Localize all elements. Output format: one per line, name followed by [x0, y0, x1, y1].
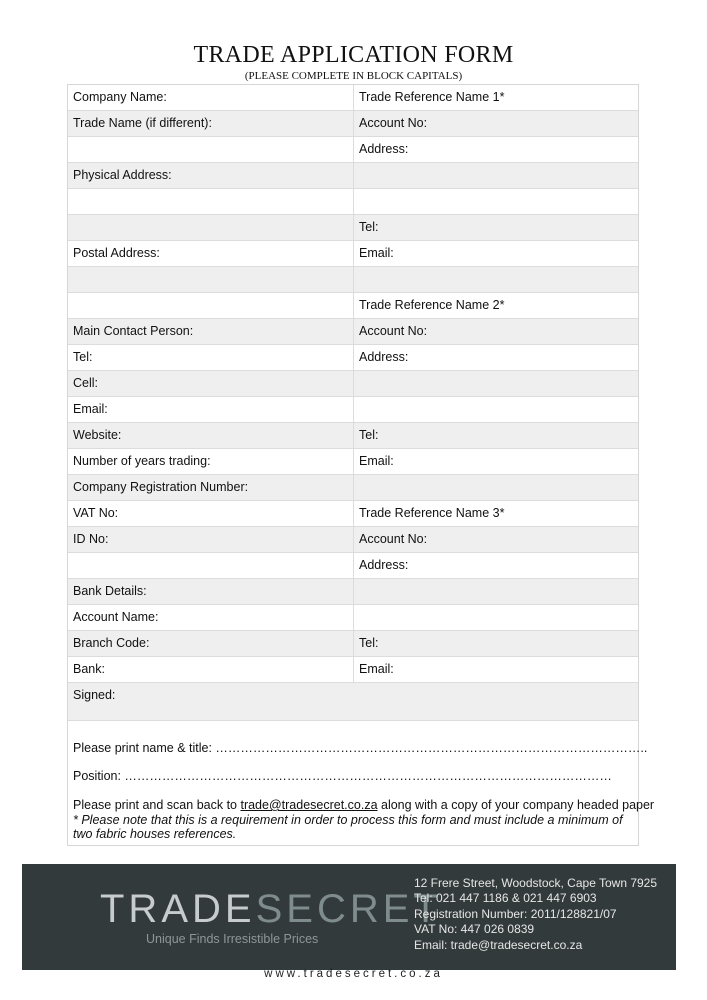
- form-cell-right[interactable]: [354, 605, 638, 630]
- page-title: TRADE APPLICATION FORM: [193, 42, 514, 68]
- form-cell-left[interactable]: Main Contact Person:: [68, 319, 354, 344]
- footer-address: 12 Frere Street, Woodstock, Cape Town 7925: [414, 876, 658, 890]
- form-cell-left[interactable]: Cell:: [68, 371, 354, 396]
- page-subtitle: (PLEASE COMPLETE IN BLOCK CAPITALS): [244, 70, 463, 82]
- form-row: [68, 293, 638, 319]
- form-cell-right[interactable]: [354, 475, 638, 500]
- form-row: [68, 657, 638, 683]
- form-cell-right[interactable]: [354, 397, 638, 422]
- signature-field[interactable]: [68, 683, 638, 721]
- form-cell-left[interactable]: Company Name:: [68, 85, 354, 110]
- form-cell-right[interactable]: [354, 189, 638, 214]
- form-cell-left[interactable]: Branch Code:: [68, 631, 354, 656]
- form-cell-right[interactable]: Email:: [359, 246, 394, 260]
- form-row: [68, 163, 638, 189]
- form-cell-left[interactable]: Email:: [68, 397, 354, 422]
- form-cell-right[interactable]: Tel:: [359, 636, 379, 650]
- form-cell-left[interactable]: Company Registration Number:: [68, 475, 354, 500]
- form-row: [68, 319, 638, 345]
- form-cell-left[interactable]: [68, 215, 354, 240]
- form-cell-right[interactable]: Trade Reference Name 1*: [359, 90, 505, 104]
- form-row: [68, 111, 638, 137]
- form-cell-left[interactable]: Account Name:: [68, 605, 354, 630]
- form-row: [68, 605, 638, 631]
- footer-registration: Registration Number: 2011/128821/07: [414, 906, 617, 921]
- company-footer: [22, 864, 676, 970]
- form-cell-left[interactable]: [68, 293, 354, 318]
- website-url[interactable]: www.tradesecret.co.za: [264, 968, 443, 980]
- form-cell-right[interactable]: Address:: [359, 558, 409, 572]
- form-cell-left[interactable]: Number of years trading:: [68, 449, 354, 474]
- form-cell-left[interactable]: Website:: [68, 423, 354, 448]
- form-row: [68, 397, 638, 423]
- footer-email[interactable]: Email: trade@tradesecret.co.za: [414, 937, 583, 952]
- form-cell-left[interactable]: Bank:: [68, 657, 354, 682]
- form-cell-right[interactable]: Trade Reference Name 2*: [359, 298, 505, 312]
- footer-vat: VAT No: 447 026 0839: [414, 922, 535, 937]
- form-row: [68, 501, 638, 527]
- form-row: [68, 579, 638, 605]
- form-row: [68, 85, 638, 111]
- form-row: [68, 189, 638, 215]
- form-cell-right[interactable]: Tel:: [359, 428, 379, 442]
- scan-instructions: [73, 798, 654, 812]
- form-cell-left[interactable]: ID No:: [68, 527, 354, 552]
- form-cell-right[interactable]: [354, 267, 638, 292]
- trade-email-link[interactable]: trade@tradesecret.co.za: [240, 798, 378, 812]
- requirement-note: * Please note that this is a requirement in order to process this form and must include a minimum of two fabric houses references.: [73, 813, 623, 841]
- form-cell-left[interactable]: Bank Details:: [68, 579, 354, 604]
- form-row: [68, 475, 638, 501]
- form-row: [68, 345, 638, 371]
- form-cell-left[interactable]: Tel:: [68, 345, 354, 370]
- footer-tel: Tel: 021 447 1186 & 021 447 6903: [414, 891, 597, 906]
- form-cell-left[interactable]: VAT No:: [68, 501, 354, 526]
- logo-secret-text: SECRET: [255, 887, 442, 931]
- form-cell-right[interactable]: [354, 579, 638, 604]
- form-row: [68, 449, 638, 475]
- form-cell-left[interactable]: [68, 189, 354, 214]
- form-cell-right[interactable]: Account No:: [359, 324, 428, 338]
- form-row: [68, 371, 638, 397]
- form-row: [68, 631, 638, 657]
- application-form-table: [67, 84, 655, 846]
- logo-tagline: Unique Finds Irresistible Prices: [146, 932, 319, 946]
- form-row: [68, 423, 638, 449]
- form-cell-left[interactable]: [68, 267, 354, 292]
- form-cell-right[interactable]: [354, 371, 638, 396]
- form-row: [68, 267, 638, 293]
- contact-details: [414, 876, 657, 953]
- scan-suffix-text: along with a copy of your company headed paper: [377, 798, 655, 812]
- form-cell-right[interactable]: Account No:: [359, 532, 428, 546]
- form-cell-right[interactable]: Trade Reference Name 3*: [359, 506, 505, 520]
- print-name-field[interactable]: Please print name & title: …………………………………………………………………………………………..: [73, 741, 648, 755]
- form-row: [68, 553, 638, 579]
- form-row: [68, 137, 638, 163]
- form-cell-right[interactable]: Address:: [359, 142, 409, 156]
- form-row: [68, 241, 638, 267]
- tradesecret-logo: [100, 886, 442, 932]
- form-cell-right[interactable]: [354, 163, 638, 188]
- position-field[interactable]: Position: ………………………………………………………………………………………………………: [73, 769, 612, 783]
- form-row: [68, 215, 638, 241]
- form-cell-left[interactable]: Trade Name (if different):: [68, 111, 354, 136]
- logo-trade-text: TRADE: [100, 887, 256, 931]
- scan-prefix-text: Please print and scan back to: [73, 798, 241, 812]
- form-cell-left[interactable]: [68, 137, 354, 162]
- form-cell-right[interactable]: Account No:: [359, 116, 428, 130]
- form-cell-right[interactable]: Email:: [359, 454, 394, 468]
- form-cell-right[interactable]: Tel:: [359, 220, 379, 234]
- form-cell-right[interactable]: Address:: [359, 350, 409, 364]
- form-row: [68, 527, 638, 553]
- form-cell-right[interactable]: Email:: [359, 662, 394, 676]
- signed-label: Signed:: [73, 688, 116, 702]
- form-cell-left[interactable]: Postal Address:: [68, 241, 354, 266]
- print-details-section: [68, 721, 655, 845]
- form-cell-left[interactable]: Physical Address:: [68, 163, 354, 188]
- form-cell-left[interactable]: [68, 553, 354, 578]
